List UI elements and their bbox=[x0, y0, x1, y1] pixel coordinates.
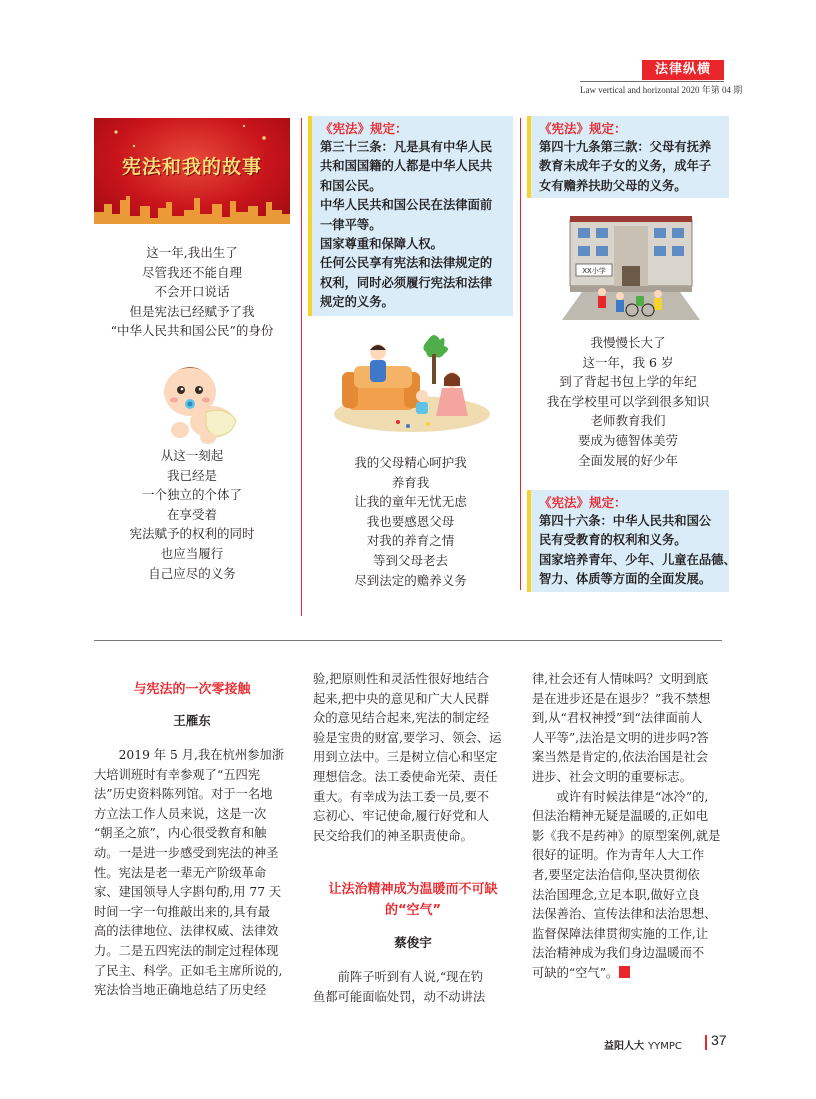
box-line: 中华人民共和国公民在法律面前 bbox=[320, 198, 493, 213]
poem-line: 老师教育我们 bbox=[590, 413, 666, 429]
poem-line: 这一年，我 6 岁 bbox=[582, 354, 674, 370]
article1-author: 王雁东 bbox=[173, 713, 211, 728]
article2-text-col3: 律,社会还有人情味吗？文明到底 是在进步还是在退步？”我不禁想 到,从“君权神授”到“法律面前人 人平等”,法治是文明的进步吗?答 案当然是肯定的,依法治国是社会 进步、社会文明的重要标志。 或许有时候法律是“冰冷”的, 但法治精神无疑是温暖的,正如电 影《我不是药神》的原型案例,就是 很好的证明。作为青年人大工作 者,要坚定法治信仰,坚决贯彻依 法治国理念,立足本职,做好立良 法保善治、宣传法律和法治思想、 监督保障法律贯彻实施的工作,让 法治精神成为我们身边温暖而不 可缺的“空气”。 bbox=[532, 672, 721, 980]
constitution-box-article46 bbox=[527, 490, 736, 592]
box-line: 任何公民享有宪法和法律规定的 bbox=[320, 256, 493, 271]
constitution-box-article49 bbox=[527, 116, 729, 198]
poem-line: 一个独立的个体了 bbox=[141, 487, 242, 503]
poem-line: “中华人民共和国公民”的身份 bbox=[110, 323, 274, 339]
poem-line: 从这一刻起 bbox=[160, 448, 224, 463]
section-badge: 法律纵横 bbox=[642, 60, 724, 80]
box-title: 《宪法》规定： bbox=[320, 121, 408, 136]
box-line: 智力、体质等方面的全面发展。 bbox=[539, 572, 712, 587]
footer-publication: 益阳人大 YYMPC bbox=[604, 1041, 682, 1052]
box-line: 国家培养青年、少年、儿童在品德、 bbox=[539, 552, 736, 567]
box-line: 民有受教育的权利和义务。 bbox=[539, 533, 687, 548]
poem-line: 全面发展的好少年 bbox=[577, 452, 678, 468]
poem-line: 宪法赋予的权利的同时 bbox=[129, 526, 255, 542]
poem-birth bbox=[94, 243, 290, 341]
poem-line: 等到父母老去 bbox=[372, 552, 448, 568]
column-divider bbox=[520, 118, 521, 590]
baby-illustration bbox=[150, 356, 242, 446]
article1-title: 与宪法的一次零接触 bbox=[133, 682, 251, 697]
box-title: 《宪法》规定： bbox=[539, 121, 627, 136]
article1-text-col2: 验,把原则性和灵活性很好地结合 起来,把中央的意见和广大人民群 众的意见结合起来,宪法的制定经 验是宝贵的财富,要学习、领会、运 用到立法中。三是树立信心和坚定 理想信念。法工委使命光荣、责任 重大。有幸成为法工委一员,要不 忘初心、牢记使命,履行好党和人 民交给我们的神圣职责使命。 bbox=[313, 672, 502, 843]
box-line: 规定的义务。 bbox=[320, 295, 394, 310]
poem-line: 尽管我还不能自理 bbox=[141, 264, 242, 280]
poem-line: 让我的童年无忧无虑 bbox=[354, 494, 467, 510]
box-line: 权利，同时必须履行宪法和法律 bbox=[320, 275, 493, 290]
box-line: 一律平等。 bbox=[320, 217, 382, 232]
poem-line: 我已经是 bbox=[166, 467, 217, 483]
poem-line: 尽到法定的赡养义务 bbox=[354, 572, 467, 588]
constitution-box-article33 bbox=[308, 116, 513, 316]
school-illustration bbox=[562, 212, 700, 320]
poem-line: 在享受着 bbox=[166, 506, 217, 522]
article2-text-col2: 前阵子听到有人说,“现在钓 鱼都可能面临处罚，动不动讲法 bbox=[313, 970, 486, 1004]
box-line: 第四十九条第三款：父母有抚养 bbox=[539, 140, 712, 154]
box-line: 共和国国籍的人都是中华人民共 bbox=[320, 159, 493, 174]
poem-line: 这一年,我出生了 bbox=[146, 245, 238, 260]
section-divider bbox=[94, 640, 722, 641]
article2-author: 蔡俊宇 bbox=[394, 935, 432, 950]
poem-line: 也应当履行 bbox=[160, 545, 224, 561]
poem-line: 要成为德智体美劳 bbox=[577, 432, 678, 448]
box-line: 国家尊重和保障人权。 bbox=[320, 237, 443, 252]
poem-line: 我在学校里可以学到很多知识 bbox=[546, 393, 710, 409]
box-line: 第四十六条：中华人民共和国公 bbox=[539, 514, 712, 528]
poem-line: 自己应尽的义务 bbox=[148, 565, 236, 581]
box-line: 和国公民。 bbox=[320, 178, 382, 193]
poem-line: 我慢慢长大了 bbox=[590, 335, 666, 350]
issue-subtitle: Law vertical and horizontal 2020 年第 04 期 bbox=[580, 85, 743, 95]
box-line: 教育未成年子女的义务，成年子 bbox=[539, 159, 712, 174]
poem-line: 养育我 bbox=[391, 474, 430, 490]
poem-line: 我的父母精心呵护我 bbox=[354, 455, 467, 470]
footer-divider bbox=[705, 1035, 707, 1050]
family-illustration bbox=[328, 330, 494, 440]
poem-line: 到了背起书包上学的年纪 bbox=[559, 374, 697, 390]
banner-title: 宪法和我的故事 bbox=[121, 156, 262, 178]
poem-school bbox=[527, 333, 729, 470]
poem-line: 不会开口说话 bbox=[154, 284, 230, 300]
box-line: 女有赡养扶助父母的义务。 bbox=[539, 178, 687, 193]
poem-individual bbox=[94, 446, 290, 583]
page-number: 37 bbox=[711, 1032, 727, 1048]
story-banner bbox=[94, 118, 290, 224]
poem-line: 但是宪法已经赋予了我 bbox=[129, 303, 255, 319]
article2-title: 让法治精神成为温暖而不可缺 的“空气” bbox=[328, 882, 498, 918]
box-line: 第三十三条：凡是具有中华人民 bbox=[320, 140, 493, 154]
poem-parents bbox=[308, 453, 513, 590]
school-sign: XX小学 bbox=[582, 267, 606, 275]
poem-line: 我也要感恩父母 bbox=[366, 513, 455, 529]
box-title: 《宪法》规定： bbox=[539, 495, 627, 510]
end-mark-icon bbox=[619, 966, 630, 978]
header-divider bbox=[580, 81, 724, 82]
article1-text-col1: 2019 年 5 月,我在杭州参加浙 大培训班时有幸参观了“五四宪 法”历史资料陈列馆。对于一名地 方立法工作人员来说，这是一次 “朝圣之旅”，内心很受教育和触 动。一是进一步感受到宪法的神圣 性。宪法是老一辈无产阶级革命 家、建国领导人字斟句酌,用 77 天 时间一字一句推敲出来的,具有最 高的法律地位、法律权威、法律效 力。二是五四宪法的制定过程体现 了民主、科学。正如毛主席所说的, 宪法恰当地正确地总结了历史经 bbox=[94, 748, 285, 998]
column-divider bbox=[301, 118, 302, 616]
poem-line: 对我的养育之情 bbox=[366, 533, 455, 549]
